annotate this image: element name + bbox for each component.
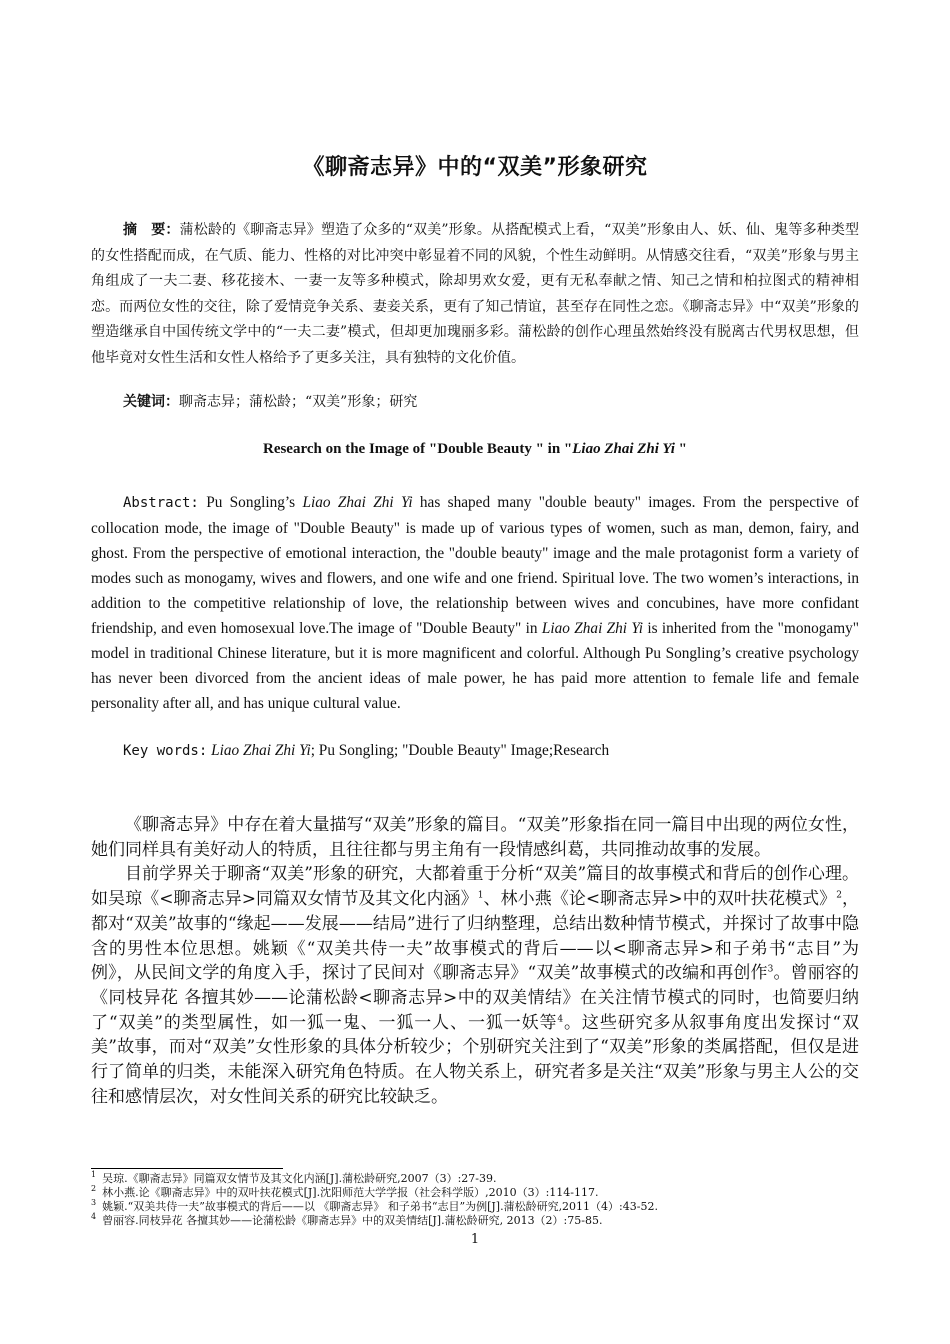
body-paragraph-2	[91, 862, 859, 1109]
english-title-prefix: Research on the Image of "Double Beauty " in "	[262, 441, 573, 457]
footnote-item	[91, 1186, 891, 1200]
footnote-number: 1	[91, 1170, 97, 1180]
body-text	[91, 813, 859, 1109]
footnote-item	[91, 1214, 891, 1228]
abstract-en-part2: has shaped many "double beauty" images. From the perspective of collocation mode, the image of "Double Beauty" is made up of various types of women, such as man, demon, fairy, and ghost. From the perspective of emotional interaction, the "double beauty" image and the male protagonist form a variety of modes such as monogamy, wives and flowers, and one wife and one friend. Spiritual love. The two women’s interactions, in addition to the competitive relationship of love, the relationship between wives and concubines, have more confidant friendship, and even homosexual love.The image of "Double Beauty" in	[91, 494, 859, 637]
keywords-en-text: ; Pu Songling; "Double Beauty" Image;Research	[310, 742, 610, 759]
english-title-italic: Liao Zhai Zhi Yi	[572, 441, 675, 457]
footnote-text: 姚颖.“双美共侍一夫”故事模式的背后——以 《聊斋志异》 和子弟书“志目”为例[J].蒲松龄研究,2011（4）:43-52.	[102, 1200, 658, 1213]
keywords-en-label: Key words:	[123, 743, 208, 759]
footnote-item	[91, 1200, 891, 1214]
body-p2-segment: 。这些研究多从叙事角度出发探讨“双美”故事，而对“双美”女性形象的具体分析较少；个别研究关注到了“双美”形象的类属搭配，但仅是进行了简单的归类，未能深入研究角色特质。在人物关系上，研究者多是关注“双美”形象与男主人公的交往和感情层次，对女性间关系的研究比较缺乏。	[91, 1012, 859, 1107]
body-p2-segment: 、林小燕《论<聊斋志异>中的双叶扶花模式》	[483, 889, 837, 910]
body-p2-segment: 目前学界关于聊斋“双美”形象的研究，大都着重于分析“双美”篇目的故事模式和背后的创作心理。如吴琼《<聊斋志异>同篇双女情节及其文化内涵》	[91, 864, 859, 910]
keywords-zh	[123, 390, 859, 415]
footnote-ref-2: 2	[836, 890, 842, 901]
footnote-text: 吴琼.《聊斋志异》同篇双女情节及其文化内涵[J].蒲松龄研究,2007（3）:27-39.	[102, 1172, 497, 1185]
abstract-en	[91, 490, 859, 716]
english-title-suffix: "	[674, 441, 687, 457]
footnote-ref-4: 4	[557, 1013, 564, 1024]
body-p2-segment: 。曾丽容的《同枝异花 各擅其妙——论蒲松龄<聊斋志异>中的双美情结》在关注情节模式的同时，也简要归纳了“双美”的类型属性，如一狐一鬼、一狐一人、一狐一妖等	[91, 963, 859, 1033]
footnote-divider	[91, 1168, 283, 1169]
footnote-number: 2	[91, 1184, 97, 1194]
body-paragraph-1: 《聊斋志异》中存在着大量描写“双美”形象的篇目。“双美”形象指在同一篇目中出现的两位女性，她们同样具有美好动人的特质，且往往都与男主角有一段情感纠葛，共同推动故事的发展。	[91, 815, 859, 860]
paper-title: 《聊斋志异》中的“双美”形象研究	[302, 155, 648, 180]
english-title	[0, 441, 950, 458]
footnote-ref-1: 1	[477, 890, 484, 901]
footnote-text: 曾丽容.同枝异花 各擅其妙——论蒲松龄《聊斋志异》中的双美情结[J].蒲松龄研究, 2013（2）:75-85.	[102, 1214, 603, 1227]
footnotes	[91, 1172, 891, 1228]
keywords-zh-text: 聊斋志异；蒲松龄；“双美”形象；研究	[179, 394, 418, 410]
footnote-number: 3	[91, 1198, 97, 1208]
abstract-zh-label: 摘 要：	[123, 222, 180, 238]
abstract-en-italic2: Liao Zhai Zhi Yi	[541, 620, 644, 637]
abstract-en-part1: Pu Songling’s	[198, 494, 303, 511]
abstract-en-part3: is inherited from the "monogamy" model in traditional Chinese literature, but it is more magnificent and colorful. Although Pu Songling’s creative psychology has never been divorced from the ancient ideas of male power, he has paid more attention to female life and female personality after all, and has unique cultural value.	[91, 620, 859, 712]
abstract-zh	[91, 218, 859, 371]
body-p2-segment: ，都对“双美”故事的“缘起——发展——结局”进行了归纳整理，总结出数种情节模式，并探讨了故事中隐含的男性本位思想。姚颖《“双美共侍一夫”故事模式的背后——以<聊斋志异>和子弟书“志目”为例》，从民间文学的角度入手，探讨了民间对《聊斋志异》“双美”故事模式的改编和再创作	[91, 889, 859, 984]
keywords-zh-label: 关键词：	[123, 394, 179, 410]
footnote-item	[91, 1172, 891, 1186]
abstract-en-italic1: Liao Zhai Zhi Yi	[302, 494, 413, 511]
page-number: 1	[470, 1232, 480, 1247]
keywords-en	[123, 738, 859, 764]
abstract-en-label: Abstract:	[123, 495, 199, 511]
footnote-number: 4	[91, 1212, 97, 1222]
footnote-ref-3: 3	[767, 964, 774, 975]
footnote-text: 林小燕.论《聊斋志异》中的双叶扶花模式[J].沈阳师范大学学报（社会科学版）,2010（3）:114-117.	[102, 1186, 599, 1199]
keywords-en-italic: Liao Zhai Zhi Yi	[211, 742, 311, 759]
abstract-zh-text: 蒲松龄的《聊斋志异》塑造了众多的“双美”形象。从搭配模式上看，“双美”形象由人、妖、仙、鬼等多种类型的女性搭配而成，在气质、能力、性格的对比冲突中彰显着不同的风貌，个性生动鲜明。从情感交往看，“双美”形象与男主角组成了一夫二妻、移花接木、一妻一友等多种模式，除却男欢女爱，更有无私奉献之情、知己之情和柏拉图式的精神相恋。而两位女性的交往，除了爱情竞争关系、妻妾关系，更有了知己情谊，甚至存在同性之恋。《聊斋志异》中“双美”形象的塑造继承自中国传统文学中的“一夫二妻”模式，但却更加瑰丽多彩。蒲松龄的创作心理虽然始终没有脱离古代男权思想，但他毕竟对女性生活和女性人格给予了更多关注，具有独特的文化价值。	[91, 222, 859, 366]
